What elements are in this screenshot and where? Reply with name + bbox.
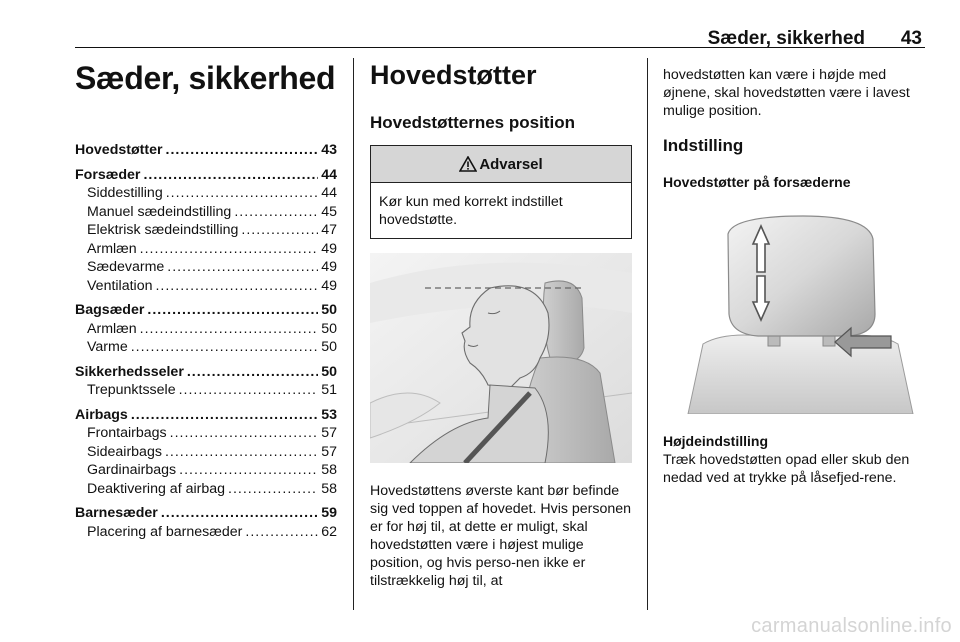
toc-entry-label: Gardinairbags (87, 462, 177, 478)
column-divider-1 (353, 58, 354, 610)
page-number: 43 (900, 28, 922, 49)
headrest-adjustment-illustration (663, 204, 928, 419)
running-header-title: Sæder, sikkerhed (707, 28, 865, 49)
toc-subsection-entry[interactable] (75, 381, 337, 400)
toc-entry-page: 49 (321, 259, 337, 275)
toc-entry-label: Deaktivering af airbag (87, 480, 226, 497)
page-header (75, 22, 925, 48)
watermark: carmanualsonline.info (751, 615, 952, 637)
toc-entry-label: Hovedstøtter (75, 142, 163, 158)
toc-section-entry[interactable] (75, 301, 337, 320)
chapter-title: Sæder, sikkerhed (75, 60, 336, 96)
adjustment-heading: Indstilling (663, 136, 744, 155)
toc-entry-label: Forsæder (75, 166, 141, 183)
toc-entry-label: Airbags (75, 406, 128, 423)
toc-entry-label: Bagsæder (75, 302, 145, 318)
toc-subsection-entry[interactable] (75, 320, 337, 339)
toc-section-entry[interactable] (75, 504, 337, 523)
toc-entry-label: Placering af barnesæder (87, 523, 243, 540)
toc-leader-dots (165, 443, 318, 462)
toc-subsection-entry[interactable] (75, 424, 337, 443)
toc-subsection-entry[interactable] (75, 221, 337, 240)
toc-leader-dots (147, 301, 318, 320)
toc-section-entry[interactable] (75, 406, 337, 425)
toc-entry-page: 50 (321, 320, 337, 337)
toc-entry-page: 57 (321, 443, 337, 460)
toc-subsection-entry[interactable] (75, 338, 337, 357)
warning-triangle-icon (459, 156, 477, 172)
toc-leader-dots (241, 221, 318, 240)
toc-entry-label: Armlæn (87, 320, 137, 337)
header-rule (75, 47, 925, 48)
continued-paragraph: hovedstøtten kan være i højde med øjnene, skal hovedstøtten være i lavest mulige position. (663, 67, 910, 119)
toc-entry-label: Sædevarme (87, 259, 165, 275)
position-paragraph: Hovedstøttens øverste kant bør befinde sig ved toppen af hovedet. Hvis personen er for høj til, at dette er muligt, skal hovedstøtten være i højest mulige position, og hvis perso-nen ikke er tilstrækkelig høj til, at (370, 483, 632, 589)
height-adjustment-text: Træk hovedstøtten opad eller skub den nedad ved at trykke på låsefjed-rene. (663, 452, 910, 486)
toc-entry-page: 44 (321, 166, 337, 183)
toc-entry-page: 58 (321, 462, 337, 478)
toc-leader-dots (234, 203, 318, 222)
toc-leader-dots (167, 258, 318, 277)
toc-entry-page: 43 (321, 142, 337, 158)
toc-entry-label: Sideairbags (87, 443, 162, 460)
height-adjustment-heading: Højdeindstilling (663, 433, 768, 449)
toc-leader-dots (131, 406, 318, 425)
toc-entry-label: Trepunktssele (87, 382, 176, 398)
section-subtitle: Hovedstøtternes position (370, 113, 575, 132)
toc-subsection-entry[interactable] (75, 443, 337, 462)
toc-leader-dots (166, 184, 319, 203)
toc-entry-page: 44 (321, 185, 337, 201)
toc-section-entry[interactable] (75, 166, 337, 185)
toc-subsection-entry[interactable] (75, 461, 337, 480)
toc-entry-page: 50 (321, 339, 337, 355)
toc-leader-dots (228, 480, 318, 499)
toc-entry-label: Barnesæder (75, 505, 158, 521)
toc-subsection-entry[interactable] (75, 240, 337, 259)
toc-entry-page: 50 (321, 363, 337, 380)
toc-subsection-entry[interactable] (75, 277, 337, 296)
headrest-position-illustration (370, 253, 632, 468)
toc-entry-page: 49 (321, 240, 337, 257)
toc-section-entry[interactable] (75, 363, 337, 382)
section-title: Hovedstøtter (370, 60, 537, 90)
toc-entry-label: Manuel sædeindstilling (87, 203, 232, 220)
content-column-2 (370, 60, 632, 590)
toc-leader-dots (166, 141, 319, 160)
toc-entry-label: Siddestilling (87, 185, 163, 201)
toc-leader-dots (179, 381, 319, 400)
toc-entry-page: 59 (321, 505, 337, 521)
toc-entry-page: 47 (321, 222, 337, 238)
toc-leader-dots (170, 424, 319, 443)
toc-entry-page: 58 (321, 480, 337, 497)
toc-subsection-entry[interactable] (75, 480, 337, 499)
toc-leader-dots (131, 338, 318, 357)
toc-leader-dots (179, 461, 318, 480)
toc-leader-dots (161, 504, 318, 523)
toc-entry-label: Sikkerhedsseler (75, 363, 184, 380)
toc-entry-page: 51 (321, 382, 337, 398)
toc-subsection-entry[interactable] (75, 523, 337, 542)
toc-entry-label: Elektrisk sædeindstilling (87, 222, 239, 238)
toc-subsection-entry[interactable] (75, 184, 337, 203)
toc-entry-page: 57 (321, 425, 337, 441)
table-of-contents (75, 141, 337, 541)
toc-entry-label: Frontairbags (87, 425, 167, 441)
toc-subsection-entry[interactable] (75, 203, 337, 222)
column-divider-2 (647, 58, 648, 610)
toc-entry-page: 50 (321, 302, 337, 318)
toc-subsection-entry[interactable] (75, 258, 337, 277)
toc-entry-page: 62 (321, 523, 337, 540)
warning-box (370, 145, 632, 239)
toc-leader-dots (245, 523, 318, 542)
toc-entry-page: 53 (321, 406, 337, 423)
toc-leader-dots (155, 277, 318, 296)
toc-leader-dots (140, 320, 319, 339)
toc-entry-label: Ventilation (87, 277, 153, 294)
warning-title: Advarsel (479, 155, 543, 173)
warning-text: Kør kun med korrekt indstillet hovedstøtte. (379, 194, 563, 228)
toc-leader-dots (140, 240, 319, 259)
warning-header (371, 146, 631, 183)
toc-section-entry[interactable] (75, 141, 337, 160)
toc-entry-label: Armlæn (87, 240, 137, 257)
toc-leader-dots (143, 166, 318, 185)
content-column-3 (663, 60, 928, 487)
toc-entry-label: Varme (87, 339, 128, 355)
toc-entry-page: 45 (321, 203, 337, 220)
toc-leader-dots (187, 363, 318, 382)
toc-column (75, 60, 337, 541)
toc-entry-page: 49 (321, 277, 337, 294)
front-seat-heading: Hovedstøtter på forsæderne (663, 174, 851, 190)
